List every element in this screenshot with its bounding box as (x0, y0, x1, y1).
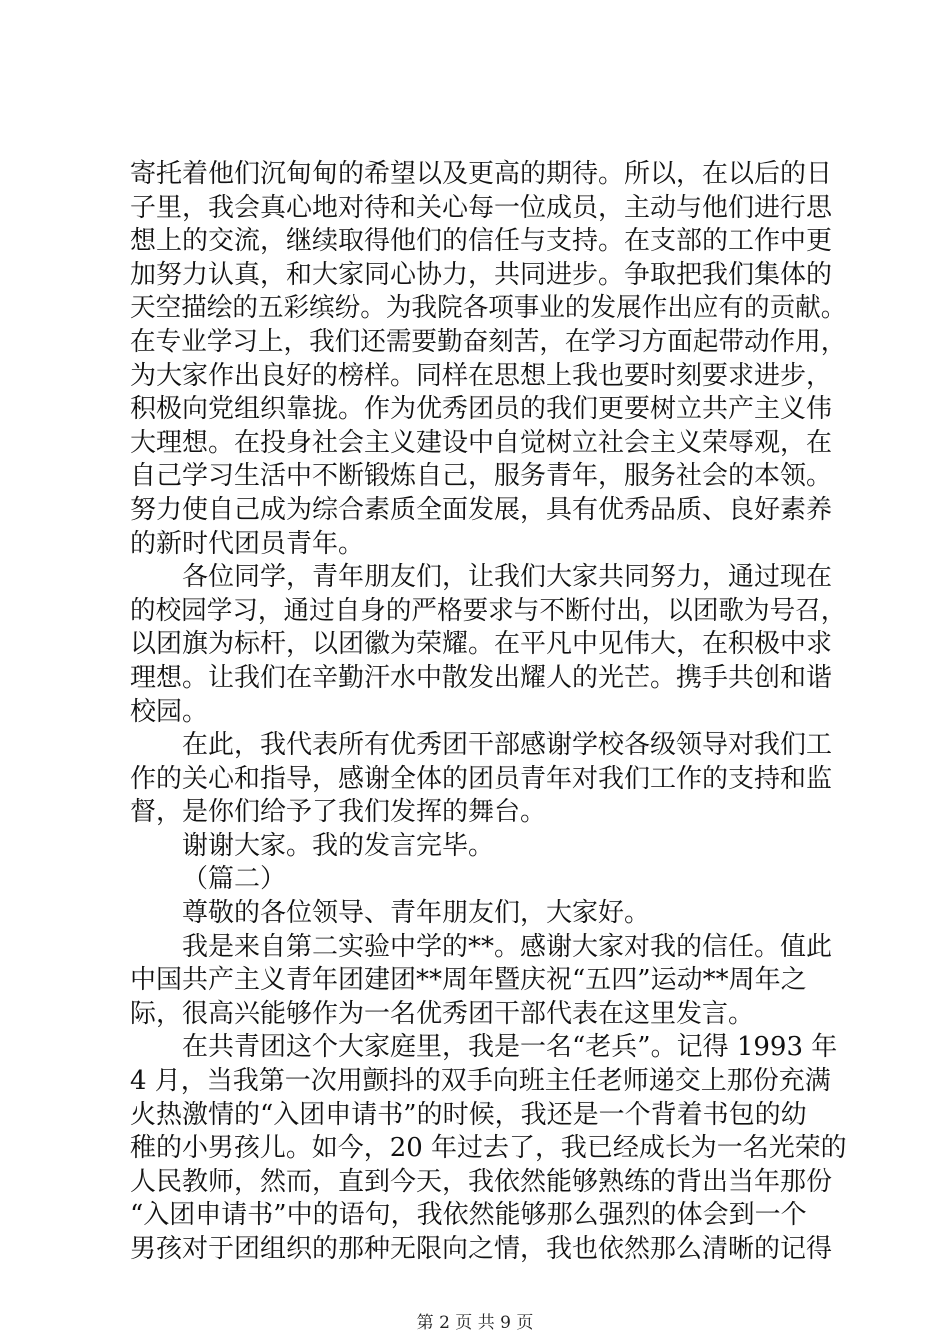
text-line: 4 月，当我第一次用颤抖的双手向班主任老师递交上那份充满 (130, 1066, 831, 1097)
text-line: 在此，我代表所有优秀团干部感谢学校各级领导对我们工 (182, 730, 833, 761)
text-line: 加努力认真，和大家同心协力，共同进步。争取把我们集体的 (130, 259, 833, 290)
text-line: 的新时代团员青年。 (130, 528, 365, 559)
text-line: 的校园学习，通过自身的严格要求与不断付出，以团歌为号召， (130, 595, 847, 626)
text-line: 我是来自第二实验中学的**。感谢大家对我的信任。值此 (182, 931, 833, 962)
text-line: 督，是你们给予了我们发挥的舞台。 (130, 797, 547, 828)
text-line: 际，很高兴能够作为一名优秀团干部代表在这里发言。 (130, 998, 755, 1029)
text-line: 火热激情的“入团申请书”的时候，我还是一个背着书包的幼 (130, 1099, 807, 1130)
text-line: 寄托着他们沉甸甸的希望以及更高的期待。所以，在以后的日 (130, 159, 833, 189)
text-line: 在共青团这个大家庭里，我是一名“老兵”。记得 1993 年 (182, 1032, 838, 1063)
text-line: 为大家作出良好的榜样。同样在思想上我也要时刻要求进步， (130, 360, 833, 391)
text-line: 男孩对于团组织的那种无限向之情，我也依然那么清晰的记得 (130, 1234, 833, 1264)
text-line: 积极向党组织靠拢。作为优秀团员的我们更要树立共产主义伟 (130, 394, 833, 425)
text-line: 中国共产主义青年团建团**周年暨庆祝“五四”运动**周年之 (130, 965, 807, 996)
text-line: 自己学习生活中不断锻炼自己，服务青年，服务社会的本领。 (130, 461, 833, 492)
text-line: 在专业学习上，我们还需要勤奋刻苦，在学习方面起带动作用， (130, 326, 847, 357)
text-line: 子里，我会真心地对待和关心每一位成员，主动与他们进行思 (130, 192, 833, 223)
document-body (130, 158, 846, 1267)
text-line: “入团申请书”中的语句，我依然能够那么强烈的体会到一个 (130, 1200, 807, 1231)
text-line: （篇二） (182, 864, 287, 895)
text-line: 各位同学，青年朋友们，让我们大家共同努力，通过现在 (182, 562, 833, 593)
text-line: 理想。让我们在辛勤汗水中散发出耀人的光芒。携手共创和谐 (130, 662, 833, 693)
text-line: 想上的交流，继续取得他们的信任与支持。在支部的工作中更 (130, 226, 833, 257)
text-line: 稚的小男孩儿。如今，20 年过去了，我已经成长为一名光荣的 (130, 1133, 847, 1164)
page-footer: 第 2 页 共 9 页 (416, 1313, 534, 1333)
text-line: 人民教师，然而，直到今天，我依然能够熟练的背出当年那份 (130, 1166, 833, 1197)
text-line: 以团旗为标杆，以团徽为荣耀。在平凡中见伟大，在积极中求 (130, 629, 833, 660)
text-line: 大理想。在投身社会主义建设中自觉树立社会主义荣辱观，在 (130, 427, 833, 458)
text-line: 努力使自己成为综合素质全面发展，具有优秀品质、良好素养 (130, 494, 833, 525)
text-line: 谢谢大家。我的发言完毕。 (182, 830, 495, 861)
text-line: 作的关心和指导，感谢全体的团员青年对我们工作的支持和监 (130, 763, 833, 794)
text-line: 校园。 (130, 696, 209, 727)
text-line: 尊敬的各位领导、青年朋友们，大家好。 (182, 898, 651, 929)
text-line: 天空描绘的五彩缤纷。为我院各项事业的发展作出应有的贡献。 (130, 293, 847, 324)
